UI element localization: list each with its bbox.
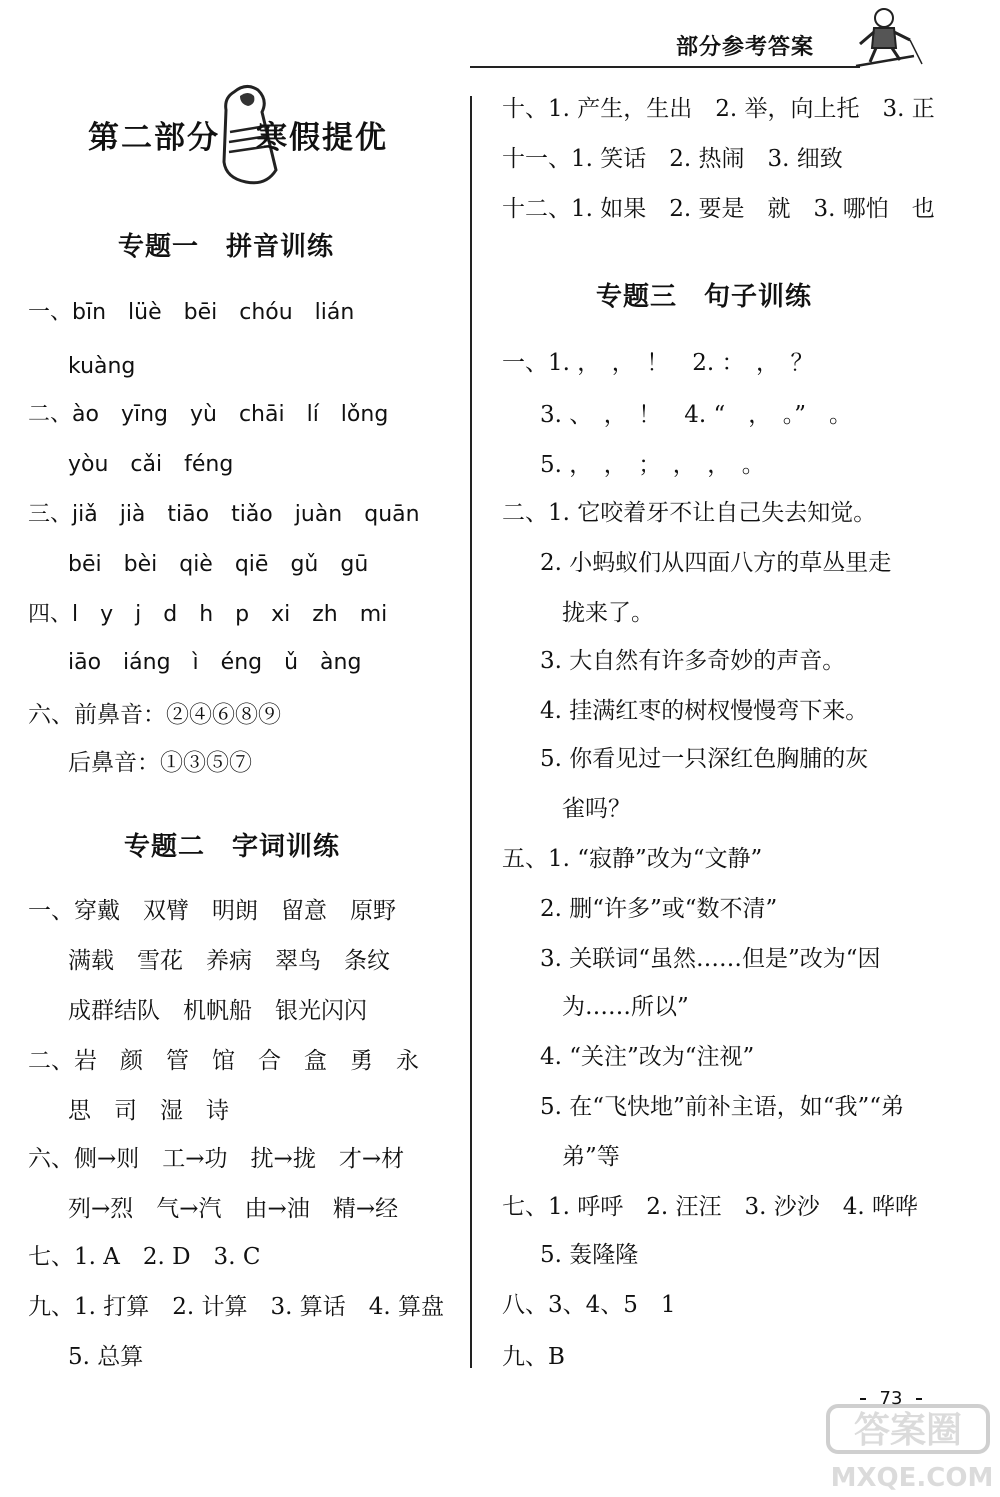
answer-line: 4. 挂满红枣的树杈慢慢弯下来。: [540, 698, 869, 724]
answer-line: 4. “关注”改为“注视”: [540, 1044, 755, 1070]
answer-line: 5. ， ， ； ， ， 。: [540, 452, 765, 478]
answer-line: 八、3、4、5 1: [502, 1292, 676, 1318]
answer-line: 五、1. “寂静”改为“文静”: [502, 846, 763, 872]
answer-line: 5. 轰隆隆: [540, 1242, 639, 1268]
column-divider: [470, 96, 472, 1368]
answer-line: 思 司 湿 诗: [68, 1098, 229, 1124]
answer-line: 三、jiǎ jià tiāo tiǎo juàn quān: [28, 502, 420, 527]
answer-line: 九、1. 打算 2. 计算 3. 算话 4. 算盘: [28, 1294, 445, 1320]
answer-line: 列→烈 气→汽 由→油 精→经: [68, 1196, 399, 1222]
answer-line: iāo iáng ì éng ǔ àng: [68, 650, 362, 675]
answer-line: 雀吗？: [562, 796, 631, 822]
svg-text:MXQE.COM: MXQE.COM: [830, 1463, 994, 1493]
watermark-logo: [820, 1400, 998, 1494]
svg-text:答案圈: 答案圈: [853, 1410, 963, 1451]
part-title-left: 第二部分: [88, 120, 220, 156]
answer-line: 一、bīn lüè bēi chóu lián: [28, 300, 355, 325]
answer-line: bēi bèi qiè qiē gǔ gū: [68, 552, 369, 577]
answer-line: 七、1. A 2. D 3. C: [28, 1244, 261, 1270]
answer-line: 5. 总算: [68, 1344, 144, 1370]
answer-line: 一、穿戴 双臂 明朗 留意 原野: [28, 898, 396, 924]
answer-line: 满载 雪花 养病 翠鸟 条纹: [68, 948, 390, 974]
answer-line: 十二、1. 如果 2. 要是 就 3. 哪怕 也: [502, 196, 935, 222]
answer-line: 弟”等: [562, 1144, 620, 1170]
section-heading-pinyin: 专题一 拼音训练: [118, 232, 335, 262]
section-heading-words: 专题二 字词训练: [124, 832, 341, 862]
answer-line: 九、B: [502, 1344, 565, 1370]
answer-line: 十一、1. 笑话 2. 热闹 3. 细致: [502, 146, 843, 172]
skier-icon: [850, 4, 926, 70]
part-title-right: 寒假提优: [256, 120, 388, 156]
answer-line: 二、1. 它咬着牙不让自己失去知觉。: [502, 500, 877, 526]
answer-line: 后鼻音：①③⑤⑦: [68, 750, 252, 776]
answer-line: 四、l y j d h p xi zh mi: [28, 602, 388, 627]
answer-line: 为……所以”: [562, 994, 689, 1020]
header-rule: [470, 66, 860, 68]
answer-line: 5. 在“飞快地”前补主语，如“我”“弟: [540, 1094, 905, 1120]
answer-line: 成群结队 机帆船 银光闪闪: [68, 998, 367, 1024]
answer-line: 六、前鼻音：②④⑥⑧⑨: [28, 702, 281, 728]
answer-line: 2. 小蚂蚁们从四面八方的草丛里走: [540, 550, 892, 576]
answer-line: 3. 、 ， ！ 4. “ ， 。” 。: [540, 402, 853, 428]
answer-line: kuàng: [68, 354, 136, 379]
answer-line: 六、侧→则 工→功 扰→拢 才→材: [28, 1146, 405, 1172]
answer-line: 5. 你看见过一只深红色胸脯的灰: [540, 746, 869, 772]
answer-line: 二、岩 颜 管 馆 合 盒 勇 永: [28, 1048, 419, 1074]
section-heading-sentences: 专题三 句子训练: [596, 282, 813, 312]
answer-line: 十、1. 产生，生出 2. 举，向上托 3. 正: [502, 96, 935, 122]
answer-line: yòu cǎi féng: [68, 452, 234, 477]
answer-line: 拢来了。: [562, 600, 654, 626]
page-header-title: 部分参考答案: [676, 35, 815, 60]
answer-line: 七、1. 呼呼 2. 汪汪 3. 沙沙 4. 哗哗: [502, 1194, 919, 1220]
answer-line: 2. 删“许多”或“数不清”: [540, 896, 778, 922]
answer-line: 一、1. ， ， ！ 2. ： ， ？: [502, 350, 814, 376]
page-number: 73: [858, 1386, 924, 1412]
answer-line: 3. 大自然有许多奇妙的声音。: [540, 648, 846, 674]
answer-line: 二、ào yīng yù chāi lí lǒng: [28, 402, 389, 427]
answer-line: 3. 关联词“虽然……但是”改为“因: [540, 946, 881, 972]
